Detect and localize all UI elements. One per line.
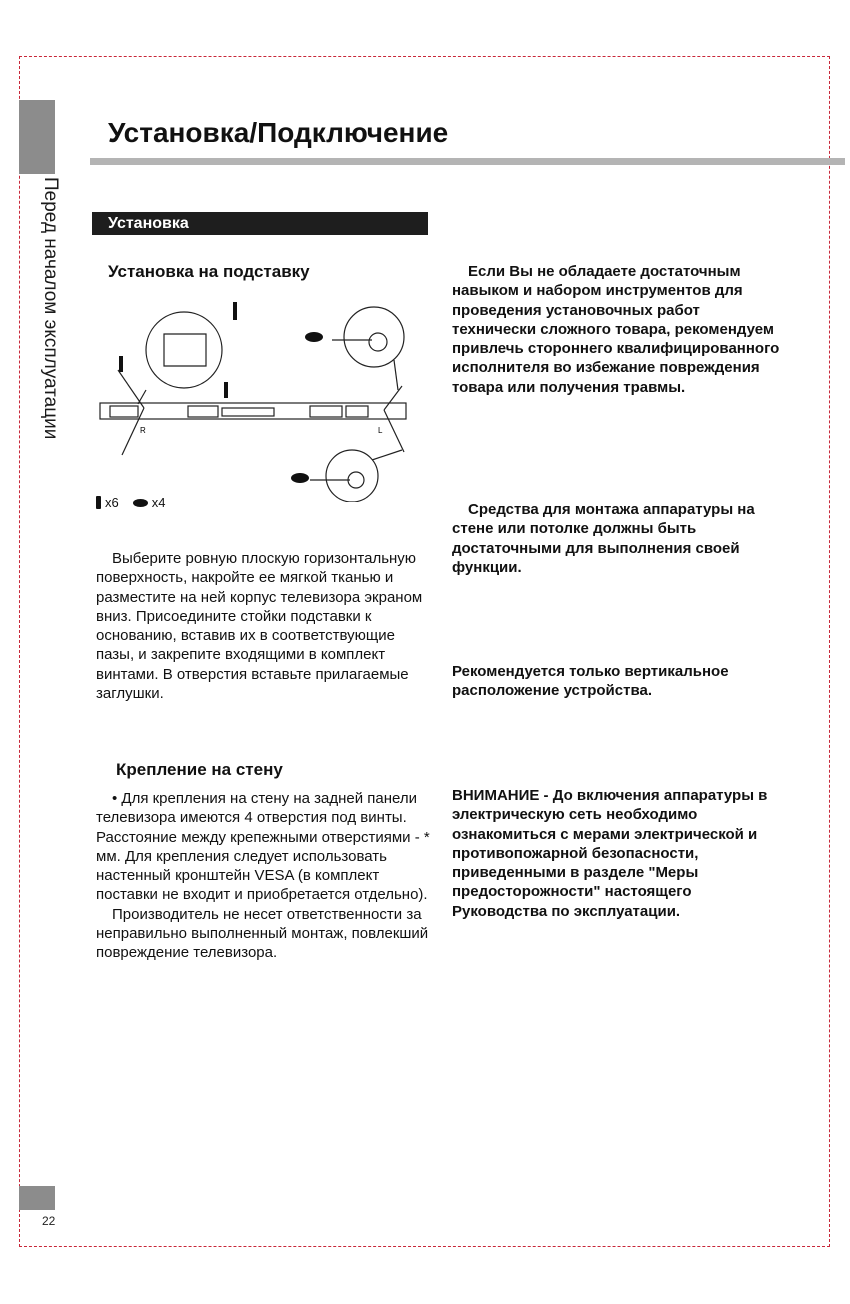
note-installation-help-text: Если Вы не обладаете достаточным навыком и набором инструментов для проведения установочных работ технически сложного товара, рекомендуем привлечь стороннего квалифицированного исполнителя во избежание повреждения товара или получения травмы. bbox=[452, 263, 780, 396]
title-divider bbox=[90, 158, 845, 165]
screw-icon bbox=[233, 302, 237, 320]
wall-instructions-text: • Для крепления на стену на задней панели телевизора имеются 4 отверстия под винты. Расстояние между крепежными отверстиями - * мм. Для крепления следует использовать настенный кронштейн VESA (в комплект поставки не входит и приобретается отдельно). bbox=[96, 790, 430, 904]
stand-instructions bbox=[96, 549, 426, 703]
stand-instructions-text: Выберите ровную плоскую горизонтальную поверхность, накройте ее мягкой тканью и разместите на ней корпус телевизора экраном вниз. Присоедините стойки подставки к основанию, вставив их в соответствующие пазы, и закрепите входящими в комплект винтами. В отверстия вставьте прилагаемые заглушки. bbox=[96, 550, 423, 703]
side-caption: Перед началом эксплуатации bbox=[40, 177, 61, 440]
stand-leg-right bbox=[118, 370, 144, 408]
note-vertical-position bbox=[452, 662, 782, 701]
cap-icon bbox=[291, 473, 309, 483]
stand-installation-diagram bbox=[96, 290, 436, 502]
screw-count: x6 bbox=[105, 495, 119, 510]
cap-icon bbox=[133, 499, 148, 507]
note-vertical-position-text: Рекомендуется только вертикальное расположение устройства. bbox=[452, 663, 729, 700]
stand-leg-left bbox=[384, 386, 402, 410]
page-number-tab bbox=[19, 1186, 55, 1210]
wall-heading: Крепление на стену bbox=[116, 760, 283, 779]
magnifier-circle-cap bbox=[344, 307, 404, 367]
page-title: Установка/Подключение bbox=[108, 117, 449, 148]
cap-icon bbox=[305, 332, 323, 342]
note-mounting-means bbox=[452, 500, 782, 577]
left-marker: L bbox=[378, 426, 383, 435]
page-number: 22 bbox=[42, 1214, 56, 1228]
cap-count: x4 bbox=[151, 495, 166, 510]
side-tab-marker bbox=[19, 100, 55, 174]
note-mounting-means-text: Средства для монтажа аппаратуры на стене или потолке должны быть достаточными для выполнения своей функции. bbox=[452, 501, 755, 576]
right-marker: R bbox=[140, 426, 146, 435]
section-title-bar: Установка bbox=[92, 212, 428, 235]
wall-liability-text: Производитель не несет ответственности за неправильно выполненный монтаж, повлекший повреждение телевизора. bbox=[96, 905, 429, 962]
magnifier-circle-cap-bottom bbox=[326, 450, 378, 502]
stand-heading: Установка на подставку bbox=[108, 262, 310, 281]
warning-note-text: ВНИМАНИЕ - До включения аппаратуры в электрическую сеть необходимо ознакомиться с мерами электрической и противопожарной безопасности, приведенными в разделе "Меры предосторожности" настоящего Руководства по эксплуатации. bbox=[452, 787, 768, 920]
wall-instructions bbox=[96, 789, 432, 963]
warning-note bbox=[452, 786, 782, 921]
parts-legend bbox=[96, 495, 165, 510]
screw-icon bbox=[224, 382, 228, 398]
screw-icon bbox=[96, 496, 101, 509]
magnifier-circle-stand bbox=[146, 312, 222, 388]
tv-corner-detail bbox=[110, 406, 138, 417]
screw-icon bbox=[119, 356, 123, 372]
note-installation-help bbox=[452, 262, 782, 397]
